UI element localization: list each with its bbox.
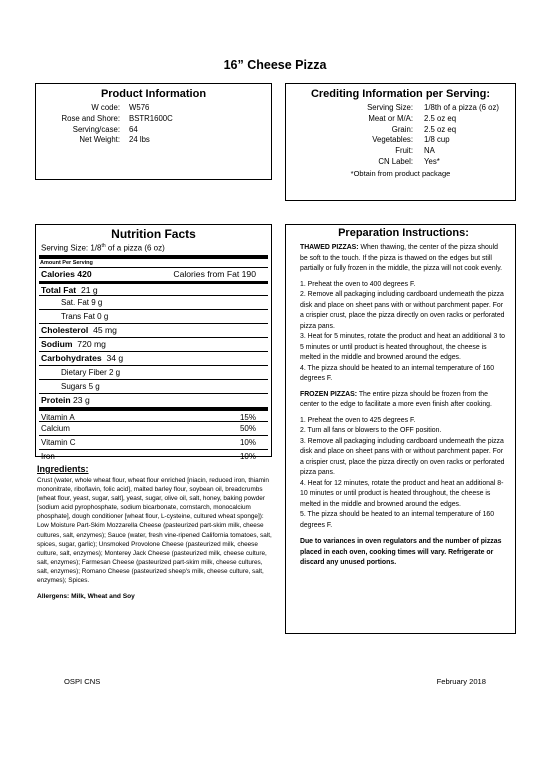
frozen-intro [300,390,507,411]
crediting-row [292,114,509,125]
crediting-heading: Crediting Information per Serving: [310,88,491,100]
product-row [42,135,265,146]
product-value: 64 [129,124,138,134]
product-value: W576 [129,103,150,112]
sugars-row [39,379,268,393]
vitamin-pct: 50% [239,423,256,433]
cooking-warning: Due to variances in oven regulators and the number of pizzas placed in each oven, cooking times will vary. Refrigerate or discard any unused portions. [300,538,502,566]
crediting-row [292,157,509,168]
vitamin-pct: 10% [239,437,256,447]
crediting-row [292,103,509,114]
ingredients-heading: Ingredients: [37,464,89,474]
carbohydrates-label: Carbohydrates [41,352,102,363]
serving-size [39,243,268,253]
product-row [42,103,265,114]
crediting-value: 2.5 oz eq [424,113,457,123]
serving-size-sup: th [101,243,106,249]
protein-label: Protein [41,394,71,405]
nutrition-facts-box [35,224,272,461]
ingredients-section [37,464,275,601]
vitamin-pct: 15% [239,412,256,422]
preparation-heading: Preparation Instructions: [338,227,469,239]
total-fat-row [39,281,268,295]
thawed-steps [300,280,507,385]
dietary-fiber: Dietary Fiber 2 g [61,367,121,377]
frozen-step: 5. The pizza should be heated to an internal temperature of 160 degrees F. [300,511,495,529]
frozen-step: 4. Heat for 12 minutes, rotate the product and heat an additional 8-10 minutes or until product is heated throughout, the cheese is melted in the middle and browned around the edges. [300,479,504,508]
product-key: W code: [91,103,120,112]
serving-size-suffix: of a pizza (6 oz) [105,243,165,253]
crediting-information-box [285,83,516,201]
vitamin-row [39,421,268,435]
vitamin-row [39,407,268,421]
sat-fat: Sat. Fat 9 g [61,297,103,307]
frozen-step: 2. Turn all fans or blowers to the OFF position. [300,427,442,434]
sugars: Sugars 5 g [61,381,100,391]
vitamin-name: Calcium [41,423,70,433]
thawed-intro [300,243,507,275]
thawed-label: THAWED PIZZAS: [300,244,359,251]
sodium-label: Sodium [41,338,73,349]
frozen-steps [300,416,507,532]
protein-value: 23 g [73,394,90,405]
cholesterol-label: Cholesterol [41,324,89,335]
serving-size-prefix: Serving Size: 1/8 [41,243,102,253]
page-title: 16” Cheese Pizza [223,58,327,72]
crediting-value: 1/8th of a pizza (6 oz) [424,103,499,112]
total-fat-label: Total Fat [41,284,77,295]
vitamin-pct: 10% [239,451,256,461]
vitamin-name: Iron [41,451,55,461]
vitamin-row [39,449,268,463]
crediting-value: 2.5 oz eq [424,124,457,134]
nutrition-heading: Nutrition Facts [111,227,196,241]
vitamin-name: Vitamin C [41,437,76,447]
product-key: Rose and Shore: [61,113,120,123]
ingredients-text: Crust (water, whole wheat flour, wheat flour enriched [niacin, reduced iron, thiamin mononitrate, riboflavin, folic acid], malted barley flour, soybean oil, breadcrumbs [wheat flour, yeast, sugar, salt], yeast, sugar, olive oil, salt, honey, baking powder [sodium acid pyrophosphate, sodium bicarbonate, cornstarch, monocalcium phosphate], dough conditioner [wheat flour, L-cysteine, cultured wheat sponge]): Low Moisture Part-Skim Mozzarella Cheese (pasteurized part-skim milk, cheese cultures, salt, enzymes); Sauce (water, fresh vine-ripened California tomatoes, salt, spices, sugar, garlic); Unsmoked Provolone Cheese (pasteurized milk, cheese culture, salt, enzymes); Monterey Jack Cheese (pasteurized milk, cheese culture, salt, enzymes); Farmesan Cheese (pasteurized part-skim milk, cheese cultures, salt, enzymes); Romano Cheese (pasteurized sheep's milk, cheese culture, salt, enzymes); Spices. [37,477,272,585]
product-key: Serving/case: [72,124,120,134]
footer-date: February 2018 [436,677,486,686]
crediting-footnote: *Obtain from product package [350,168,451,178]
trans-fat: Trans Fat 0 g [61,311,109,321]
calories-row [39,267,268,281]
trans-fat-row [39,309,268,323]
protein-row [39,393,268,407]
carbohydrates-row [39,351,268,365]
crediting-key: Grain: [391,124,413,134]
frozen-label: FROZEN PIZZAS: [300,390,358,398]
thawed-step: 1. Preheat the oven to 400 degrees F. [300,280,416,288]
product-row [42,114,265,125]
crediting-key: Vegetables: [372,135,413,145]
crediting-value: 1/8 cup [424,135,450,145]
crediting-key: Serving Size: [367,103,413,112]
cholesterol-row [39,323,268,337]
thawed-text: When thawing, the center of the pizza should be soft to the touch. If the pizza is thawed on the edges but still partially or fully frozen in the middle, the pizza will not cook evenly. [300,244,503,272]
sodium-row [39,337,268,351]
product-value: BSTR1600C [129,113,173,123]
product-information-heading: Product Information [100,88,207,100]
dietary-fiber-row [39,365,268,379]
product-key: Net Weight: [79,135,120,145]
footer-organization: OSPI CNS [64,677,101,686]
preparation-box [285,224,516,634]
thawed-step: 4. The pizza should be heated to an internal temperature of 160 degrees F. [300,364,495,382]
product-information-box [35,83,272,180]
carbohydrates-value: 34 g [106,352,124,363]
crediting-value: NA [424,146,435,156]
crediting-value: Yes* [424,156,440,166]
crediting-key: Meat or M/A: [368,113,413,123]
frozen-step: 1. Preheat the oven to 425 degrees F. [300,416,416,424]
thawed-step: 3. Heat for 5 minutes, rotate the product and heat an additional 3 to 5 minutes or until product is heated throughout, the cheese is melted in the middle and browned around the edges. [300,333,505,361]
product-row [42,125,265,136]
frozen-step: 3. Remove all packaging including cardboard underneath the pizza disk and place on sheet pans with or without parchment paper. For a crispier crust, place the pizza directly on oven racks or perforated pizza pans. [300,437,505,476]
crediting-key: CN Label: [378,156,413,166]
calories: Calories 420 [41,268,92,279]
frozen-text: The entire pizza should be frozen from the center to the edge to facilitate a more even finish after cooking. [300,390,492,408]
product-value: 24 lbs [129,135,150,145]
calories-from-fat: Calories from Fat 190 [173,268,256,279]
thawed-step: 2. Remove all packaging including cardboard underneath the pizza disk and place on sheet pans with or without parchment paper. For a crispier crust, place the pizza directly on oven racks or perforated pizza pans. [300,291,505,330]
crediting-row [292,125,509,136]
sat-fat-row [39,295,268,309]
vitamin-name: Vitamin A [41,412,75,422]
crediting-key: Fruit: [395,146,413,156]
total-fat-value: 21 g [80,284,98,295]
allergens: Allergens: Milk, Wheat and Soy [37,593,135,601]
crediting-row [292,146,509,157]
amount-per-serving: Amount Per Serving [40,259,93,266]
crediting-row [292,135,509,146]
sodium-value: 720 mg [77,338,106,349]
vitamin-row [39,435,268,449]
cholesterol-value: 45 mg [93,324,117,335]
